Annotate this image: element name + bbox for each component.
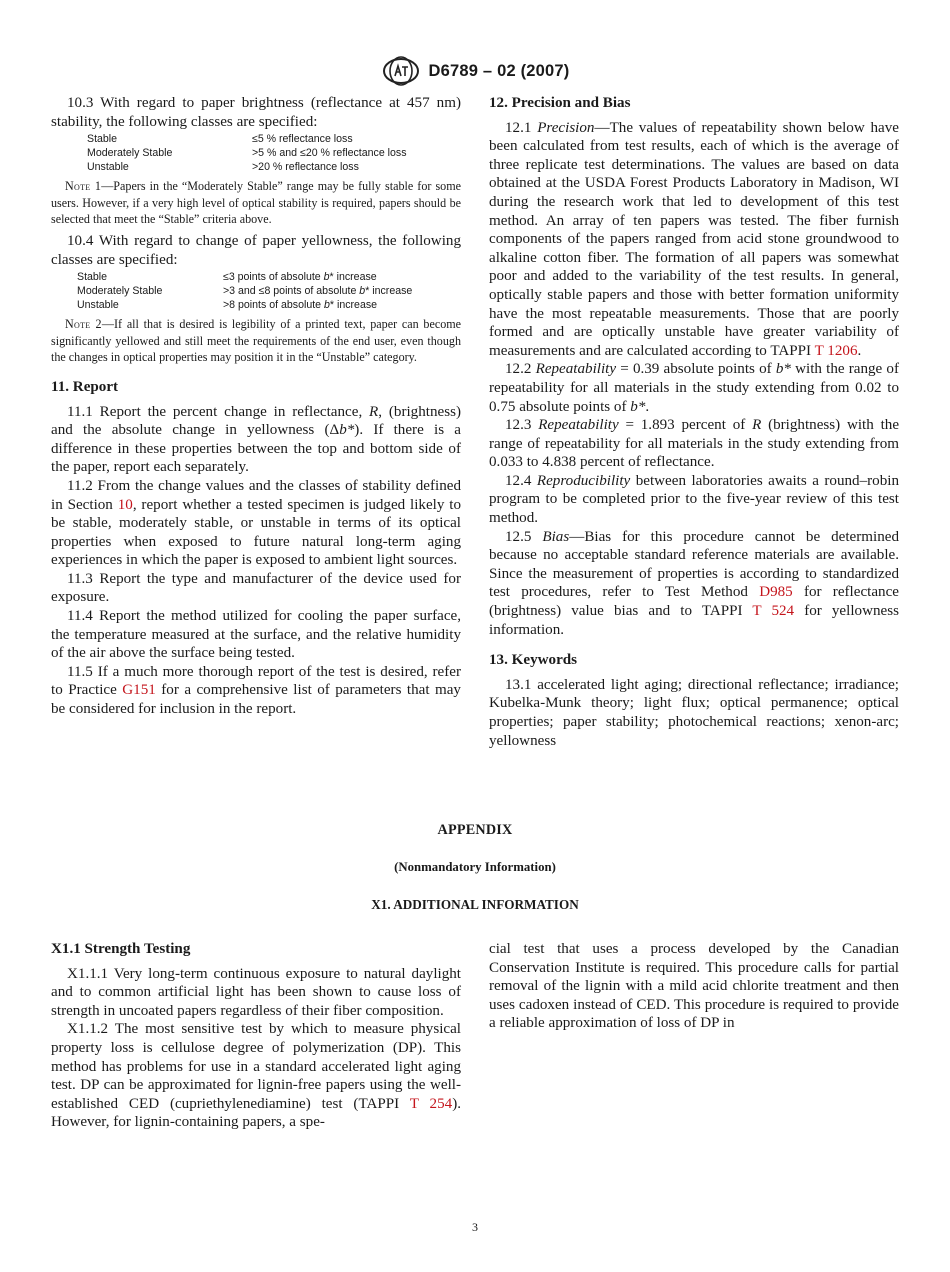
table-row (51, 160, 407, 174)
t524-link[interactable]: T 524 (752, 603, 795, 620)
d985-link[interactable]: D985 (759, 584, 793, 601)
table-row (51, 146, 407, 160)
note-label: Note 1 (65, 179, 102, 194)
class-value: >8 points of absolute b* increase (223, 299, 378, 312)
t254-link[interactable]: T 254 (409, 1095, 453, 1112)
note-2 (51, 316, 461, 366)
appendix-subtitle: (Nonmandatory Information) (394, 860, 556, 874)
right-column (489, 94, 899, 750)
x1-1-2-continued: cial test that uses a process developed by the Canadian Conservation Institute is required. This procedure calls for partial removal of the lignin with a mild acid chlorite treatment and then uses cadoxen instead of CED. This procedure is required to provide a reliable approximation of loss of DP in (489, 941, 899, 1032)
class-value: >3 and ≤8 points of absolute b* increase (223, 285, 413, 298)
class-label: Stable (77, 271, 108, 284)
note-text: —Papers in the “Moderately Stable” range may be fully stable for some users. However, if a very high level of optical stability is required, papers should be selected that meet the “Stable” criteria above. (51, 179, 461, 227)
appendix-right-column (489, 940, 899, 1033)
section-11-5: 11.5 If a much more thorough report of the test is desired, refer to Practice G151 for a comprehensive list of parameters that may be considered for inclusion in the report. (51, 663, 461, 718)
section-11-3: 11.3 Report the type and manufacturer of the device used for exposure. (51, 570, 461, 606)
section-11-1: 11.1 Report the percent change in reflectance, R, (brightness) and the absolute change in yellowness (Δb*). If there is a difference in these properties between the top and bottom side of the paper, report each separately. (51, 403, 461, 476)
yellowness-classes-table (51, 270, 412, 312)
table-row (51, 270, 412, 284)
section-11-2: 11.2 From the change values and the classes of stability defined in Section 10, report whether a tested specimen is judged likely to be stable, moderately stable, or unstable in terms of its optical properties when exposed to future natural long-term aging experiences in which the paper is exposed to ambient light sources. (51, 477, 462, 569)
section-13-1: 13.1 accelerated light aging; directional reflectance; irradiance; Kubelka-Munk theory; light flux; optical permanence; optical properties; paper stability; photochemical reactions; xenon-arc; yellowness (489, 676, 899, 749)
standard-designation: D6789 – 02 (2007) (428, 61, 570, 80)
table-row (51, 298, 412, 312)
section-12-4: 12.4 Reproducibility between laboratories awaits a round–robin program to be completed prior to the five-year review of this test method. (489, 472, 900, 527)
section-11-heading: 11. Report (51, 378, 119, 395)
section-12-1: 12.1 Precision—The values of repeatability shown below have been calculated from test results, each of which is the average of three replicate test determinations. The values are based on data obtained at the USDA Forest Products Laboratory in Madison, WI during the research work that led to development of this test method. An array of ten papers was tested. The fiber furnish components of the papers ranged from acid stone groundwood to alkaline cotton fiber. The formation of all papers was somewhat poor and added to the variability of the test results. In general, optically stable papers and those with better formation uniformity have the most repeatable measurements. Those that are poorly formed and are optically unstable have greater variability of measurements and are calculated according to TAPPI T 1206. (489, 119, 900, 359)
appendix-title: APPENDIX (437, 822, 513, 838)
class-label: Unstable (77, 299, 119, 312)
table-row (51, 132, 407, 146)
section-10-4: 10.4 With regard to change of paper yellowness, the following classes are specified: (51, 232, 461, 268)
note-text: —If all that is desired is legibility of a printed text, paper can become significantly yellowed and still meet the requirements of the end user, even though the changes in optical properties may position it in the “Unstable” category. (51, 317, 462, 365)
appendix-x1-title: X1. ADDITIONAL INFORMATION (371, 897, 579, 912)
class-value: >20 % reflectance loss (252, 161, 359, 174)
section-10-3: 10.3 With regard to paper brightness (reflectance at 457 nm) stability, the following classes are specified: (51, 95, 461, 130)
class-label: Moderately Stable (87, 147, 173, 160)
x1-1-2: X1.1.2 The most sensitive test by which to measure physical property loss is cellulose degree of polymerization (DP). This method has problems for use in a standard accelerated light aging test. DP can be approximated for lignin-free papers using the well-established CED (cupriethylenediamine) test (TAPPI T 254). However, for lignin-containing papers, a spe- (51, 1021, 461, 1131)
class-label: Unstable (87, 161, 129, 174)
section-12-2: 12.2 Repeatability = 0.39 absolute points of b* with the range of repeatability for all materials in the study extending from 0.02 to 0.75 absolute points of b*. (489, 361, 900, 415)
x1-1-heading: X1.1 Strength Testing (51, 941, 191, 957)
left-column (51, 94, 461, 719)
page-number: 3 (472, 1220, 478, 1234)
section-13-heading: 13. Keywords (489, 652, 578, 669)
section-11-4: 11.4 Report the method utilized for cooling the paper surface, the temperature measured at the surface, and the relative humidity of the air above the surface being tested. (51, 608, 461, 662)
class-value: ≤3 points of absolute b* increase (223, 271, 377, 284)
x1-1-1: X1.1.1 Very long-term continuous exposure to natural daylight and to common artificial light has been shown to cause loss of strength in uncoated papers regardless of their fiber composition. (51, 965, 461, 1019)
astm-logo-icon (381, 56, 421, 86)
g151-link[interactable]: G151 (122, 682, 156, 699)
section-12-3: 12.3 Repeatability = 1.893 percent of R (brightness) with the range of repeatability for all materials in the study extending from 0.033 to 4.838 percent of reflectance. (489, 417, 900, 471)
page-header (0, 56, 950, 86)
brightness-classes-table (51, 132, 407, 174)
class-label: Stable (87, 133, 118, 146)
section-10-link[interactable]: 10 (117, 496, 133, 513)
appendix-left-column (51, 940, 461, 1132)
note-label: Note 2 (65, 317, 102, 332)
note-1 (51, 178, 461, 228)
t1206-link[interactable]: T 1206 (814, 342, 858, 359)
class-value: ≤5 % reflectance loss (252, 133, 353, 146)
class-label: Moderately Stable (77, 285, 163, 298)
table-row (51, 284, 412, 298)
class-value: >5 % and ≤20 % reflectance loss (252, 147, 407, 160)
section-12-5: 12.5 Bias—Bias for this procedure cannot be determined because no acceptable standard reference materials are available. Since the measurement of properties is according to standardized test procedures, refer to Test Method D985 for reflectance (brightness) value bias and to TAPPI T 524 for yellowness information. (489, 528, 900, 638)
section-12-heading: 12. Precision and Bias (489, 95, 631, 111)
